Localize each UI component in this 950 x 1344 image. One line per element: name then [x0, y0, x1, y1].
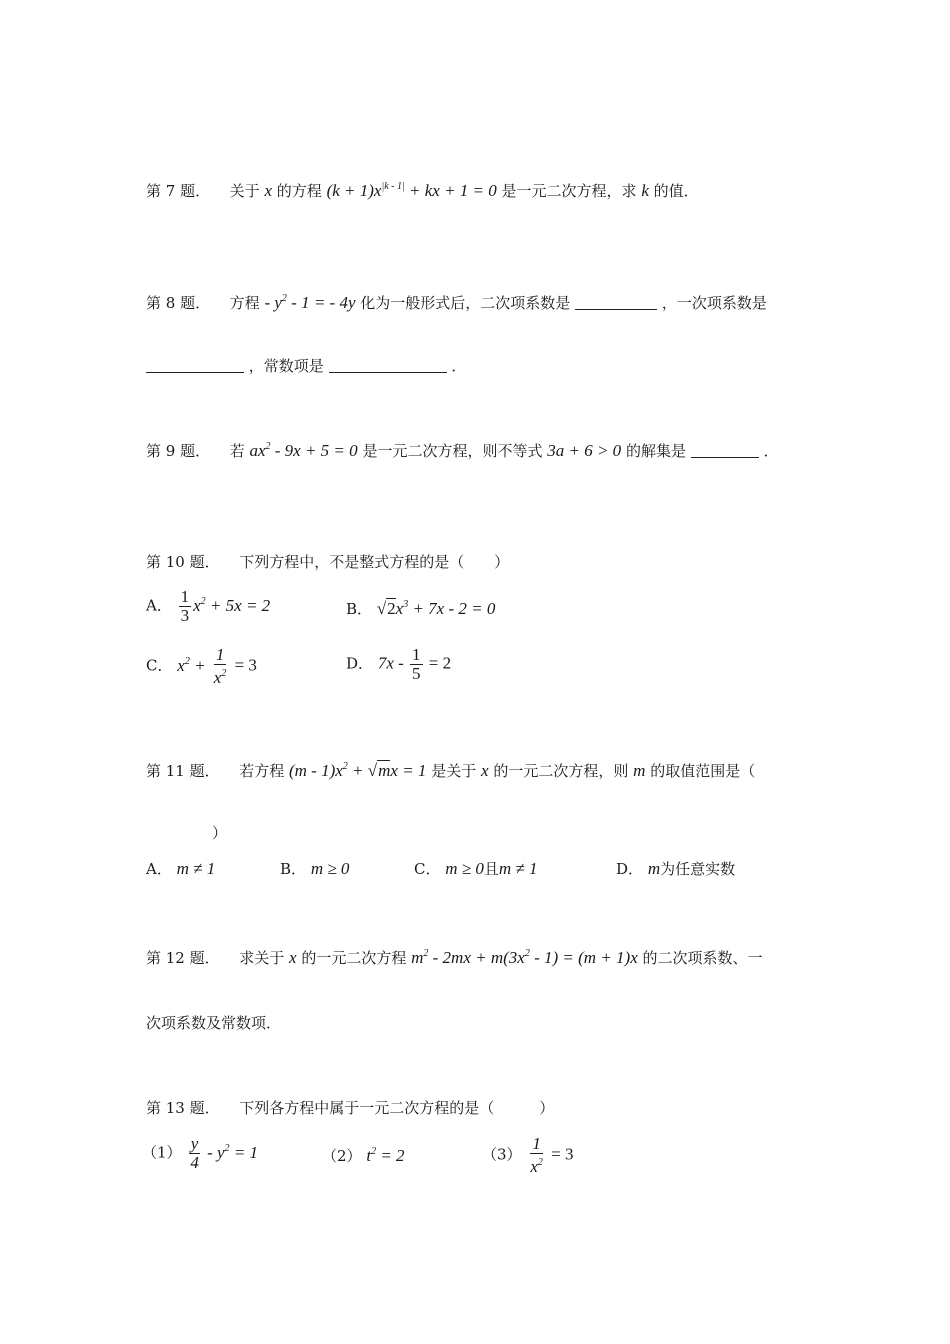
question-11-closing-paren: ） [212, 824, 228, 842]
inequality: 3a + 6 > 0 [547, 441, 622, 460]
question-11-number: 第 11 题． [146, 762, 220, 780]
option-d[interactable]: D． m为任意实数 [616, 859, 736, 878]
question-11: 第 11 题． 若方程 $(m - 1)x^2 + √mx = 1$ 是关于 x 的一元二次方程，则 m 的取值范围是（ [146, 761, 756, 780]
question-12-continued: 次项系数及常数项． [146, 1014, 282, 1032]
question-7: 第 7 题． 关于 x 的方程 $(k + 1)x^{|k - 1|}$ + kx + 1 = 0 是一元二次方程，求 k 的值． [146, 181, 699, 200]
option-2[interactable]: （2） $t^2 = 2$ [322, 1146, 405, 1165]
option-c[interactable]: C． $x^2$ + $\frac{1}{x^2}$ = 3 [146, 645, 257, 687]
question-13-number: 第 13 题． [146, 1099, 220, 1117]
answer-blank-linear-coefficient[interactable] [146, 358, 244, 373]
question-10-number: 第 10 题． [146, 553, 220, 571]
equation: $(k + 1)x^{|k - 1|}$ + kx + 1 = 0 [326, 181, 497, 200]
answer-blank-constant-term[interactable] [329, 358, 447, 373]
option-b[interactable]: B． m ≥ 0 [280, 859, 350, 878]
fraction: $\frac{1}{x^2}$ [530, 1134, 543, 1176]
option-b[interactable]: B． $√2x^3 + 7x - 2 = 0$ [346, 599, 496, 618]
question-8: 第 8 题． 方程 - $y^2 - 1$ = - 4y 化为一般形式后，二次项系数是 ，一次项系数是 [146, 293, 767, 312]
question-8-continued: ，常数项是 ． [146, 355, 466, 376]
question-12: 第 12 题． 求关于 x 的一元二次方程 $m^2 - 2mx + m(3x^2 - 1) = (m + 1)x$ 的二次项系数、一 [146, 948, 763, 967]
answer-blank-solution-set[interactable] [691, 443, 759, 458]
question-10: 第 10 题． 下列方程中，不是整式方程的是（ ） [146, 553, 510, 571]
equation: $(m - 1)x^2 + √mx = 1$ [288, 761, 427, 780]
square-root: √2 [376, 599, 396, 618]
question-9: 第 9 题． 若 $ax^2 - 9x + 5 = 0$ 是一元二次方程，则不等式 3a + 6 > 0 的解集是 ． [146, 441, 779, 460]
option-c[interactable]: C． m ≥ 0且m ≠ 1 [414, 859, 538, 878]
fraction: $\frac{1}{5}$ [412, 645, 421, 683]
fraction: $\frac{1}{3}$ [180, 587, 190, 625]
option-a[interactable]: A． $\frac{1}{3}$ $x^2 + 5x = 2$ [146, 587, 271, 625]
question-12-number: 第 12 题． [146, 949, 220, 967]
question-8-number: 第 8 题． [146, 294, 211, 312]
option-a[interactable]: A． m ≠ 1 [146, 859, 216, 878]
answer-blank-quadratic-coefficient[interactable] [575, 295, 657, 310]
question-13: 第 13 题． 下列各方程中属于一元二次方程的是（ ） [146, 1099, 555, 1117]
fraction: $\frac{1}{x^2}$ [213, 645, 227, 687]
option-3[interactable]: （3） $\frac{1}{x^2}$ = 3 [482, 1134, 574, 1176]
question-9-number: 第 9 题． [146, 442, 211, 460]
equation: $ax^2 - 9x + 5 = 0$ [249, 441, 358, 460]
equation: $m^2 - 2mx + m(3x^2 - 1) = (m + 1)x$ [411, 948, 638, 967]
fraction: $\frac{y}{4}$ [190, 1134, 199, 1172]
option-1[interactable]: （1） $\frac{y}{4}$ - $y^2 = 1$ [142, 1134, 259, 1172]
option-d[interactable]: D． 7x - $\frac{1}{5}$ = 2 [346, 645, 452, 683]
equation: - $y^2 - 1$ = - 4y [264, 293, 356, 312]
question-7-number: 第 7 题． [146, 182, 211, 200]
